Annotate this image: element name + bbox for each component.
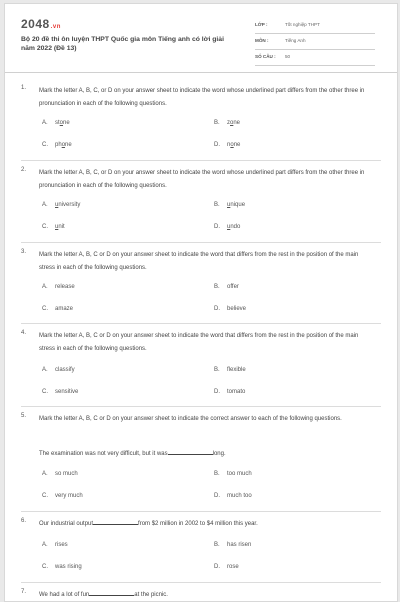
- option-text: believe: [227, 306, 247, 312]
- option-letter: C.: [42, 389, 48, 395]
- sentence-before: We had a lot of fun: [39, 592, 90, 598]
- option-letter: B.: [214, 542, 220, 548]
- option-letter: A.: [42, 120, 48, 126]
- question-divider: [21, 323, 381, 324]
- option-d[interactable]: [214, 493, 252, 499]
- option-d[interactable]: [214, 389, 245, 395]
- question-sentence: [39, 589, 168, 598]
- option-letter: A.: [42, 367, 48, 373]
- option-letter: D.: [214, 493, 220, 499]
- option-a[interactable]: [42, 542, 68, 548]
- option-b[interactable]: [214, 471, 252, 477]
- option-text: much too: [227, 493, 252, 499]
- option-underlined: u: [55, 224, 59, 230]
- option-text: ndo: [230, 224, 241, 230]
- document-title: Bộ 20 đề thi ôn luyện THPT Quốc gia môn Tiếng anh có lời giải năm 2022 (Đề 13): [21, 36, 224, 52]
- option-c[interactable]: [42, 493, 83, 499]
- question-divider: [21, 582, 381, 583]
- option-letter: B.: [214, 471, 220, 477]
- option-text: nit: [58, 224, 65, 230]
- question-number: 5.: [21, 413, 27, 419]
- option-text: ne: [233, 120, 241, 126]
- question-number: 6.: [21, 518, 27, 524]
- option-b[interactable]: [214, 120, 240, 126]
- meta-label: LỚP :: [255, 22, 268, 27]
- question-number: 2.: [21, 167, 27, 173]
- option-letter: C.: [42, 493, 48, 499]
- option-text: offer: [227, 284, 239, 290]
- answer-blank: [168, 448, 213, 455]
- option-underlined: u: [227, 202, 231, 208]
- option-d[interactable]: [214, 142, 240, 148]
- option-text: ne: [65, 142, 72, 148]
- option-b[interactable]: [214, 284, 239, 290]
- option-text: flexible: [227, 367, 246, 373]
- site-logo[interactable]: [21, 17, 61, 31]
- option-text: sensitive: [55, 389, 79, 395]
- document-meta: [255, 20, 375, 68]
- option-underlined: o: [230, 120, 234, 126]
- option-text: has risen: [227, 542, 252, 548]
- question-text: Mark the letter A, B, C or D on your answer sheet to indicate the word that differs from the rest in the position of the main stress in each of the following questions.: [39, 333, 359, 352]
- question-text: Mark the letter A, B, C, or D on your answer sheet to indicate the word whose underlined part differs from the other three in pronunciation in each of the following questions.: [39, 88, 365, 107]
- question-divider: [21, 511, 381, 512]
- option-letter: B.: [214, 202, 220, 208]
- option-a[interactable]: [42, 202, 80, 208]
- option-c[interactable]: [42, 564, 82, 570]
- option-text: rises: [55, 542, 68, 548]
- option-text: too much: [227, 471, 252, 477]
- option-text: classify: [55, 367, 75, 373]
- meta-value: Tiếng Anh: [285, 38, 306, 43]
- meta-row-class: [255, 20, 375, 34]
- option-letter: C.: [42, 306, 48, 312]
- question-text: Mark the letter A, B, C or D on your answer sheet to indicate the correct answer to each of the following questions.: [39, 416, 342, 422]
- option-letter: C.: [42, 224, 48, 230]
- option-d[interactable]: [214, 224, 240, 230]
- option-text: amaze: [55, 306, 74, 312]
- sentence-after: at the picnic.: [134, 592, 168, 598]
- option-letter: A.: [42, 284, 48, 290]
- question-divider: [21, 160, 381, 161]
- option-text: n: [227, 142, 231, 148]
- option-a[interactable]: [42, 284, 75, 290]
- option-text: ne: [233, 142, 241, 148]
- exam-page: [4, 3, 398, 602]
- option-text: nique: [230, 202, 246, 208]
- option-text: z: [227, 120, 230, 126]
- question-sentence: [39, 448, 226, 457]
- option-letter: D.: [214, 389, 220, 395]
- option-letter: D.: [214, 306, 220, 312]
- meta-row-count: [255, 52, 375, 66]
- option-letter: D.: [214, 224, 220, 230]
- option-underlined: u: [227, 224, 231, 230]
- meta-value: 50: [285, 54, 291, 59]
- question-text: Mark the letter A, B, C, or D on your answer sheet to indicate the word whose underlined part differs from the other three in pronunciation in each of the following questions.: [39, 170, 365, 189]
- option-text: release: [55, 284, 75, 290]
- sentence-before: The examination was not very difficult, but it was: [39, 451, 168, 457]
- logo-suffix: .vn: [50, 24, 61, 30]
- question-number: 7.: [21, 589, 27, 595]
- option-text: ph: [55, 142, 62, 148]
- option-underlined: o: [61, 142, 66, 148]
- meta-label: SỐ CÂU :: [255, 54, 276, 59]
- answer-blank: [89, 589, 134, 596]
- question-number: 4.: [21, 330, 27, 336]
- option-letter: A.: [42, 202, 48, 208]
- option-b[interactable]: [214, 367, 246, 373]
- option-a[interactable]: [42, 471, 78, 477]
- answer-blank: [93, 518, 138, 525]
- document-header: [5, 4, 397, 70]
- meta-value: Tốt nghiệp THPT: [285, 22, 320, 27]
- logo-text: 2048: [21, 17, 50, 31]
- option-text: tomato: [227, 389, 246, 395]
- sentence-after: long.: [212, 451, 226, 457]
- question-number: 3.: [21, 249, 27, 255]
- meta-label: MÔN :: [255, 38, 269, 43]
- option-letter: A.: [42, 542, 48, 548]
- option-text: very much: [55, 493, 83, 499]
- option-text: rose: [227, 564, 239, 570]
- option-letter: C.: [42, 142, 48, 148]
- option-b[interactable]: [214, 202, 245, 208]
- question-sentence: [39, 518, 258, 527]
- option-letter: D.: [214, 564, 220, 570]
- option-letter: B.: [214, 120, 220, 126]
- option-c[interactable]: [42, 224, 65, 230]
- sentence-after: from $2 million in 2002 to $4 million this year.: [138, 521, 258, 527]
- option-a[interactable]: [42, 120, 70, 126]
- option-underlined: u: [55, 202, 59, 208]
- option-letter: B.: [214, 367, 220, 373]
- question-number: 1.: [21, 85, 27, 91]
- option-letter: A.: [42, 471, 48, 477]
- option-b[interactable]: [214, 542, 251, 548]
- option-d[interactable]: [214, 306, 246, 312]
- option-letter: B.: [214, 284, 220, 290]
- option-letter: D.: [214, 142, 220, 148]
- option-c[interactable]: [42, 306, 73, 312]
- option-underlined: o: [230, 142, 234, 148]
- option-c[interactable]: [42, 389, 78, 395]
- option-d[interactable]: [214, 564, 239, 570]
- option-text: niversity: [58, 202, 81, 208]
- option-a[interactable]: [42, 367, 75, 373]
- question-text: Mark the letter A, B, C or D on your answer sheet to indicate the word that differs from the rest in the position of the main stress in each of the following questions.: [39, 252, 359, 271]
- meta-row-subject: [255, 36, 375, 50]
- question-divider: [21, 406, 381, 407]
- option-letter: C.: [42, 564, 48, 570]
- option-c[interactable]: [42, 142, 72, 148]
- option-text: ne: [63, 120, 70, 126]
- header-divider: [5, 72, 397, 73]
- option-underlined: o: [59, 120, 64, 126]
- sentence-before: Our industrial output: [39, 521, 94, 527]
- option-text: st: [55, 120, 60, 126]
- option-text: was rising: [55, 564, 82, 570]
- question-divider: [21, 242, 381, 243]
- option-text: so much: [55, 471, 78, 477]
